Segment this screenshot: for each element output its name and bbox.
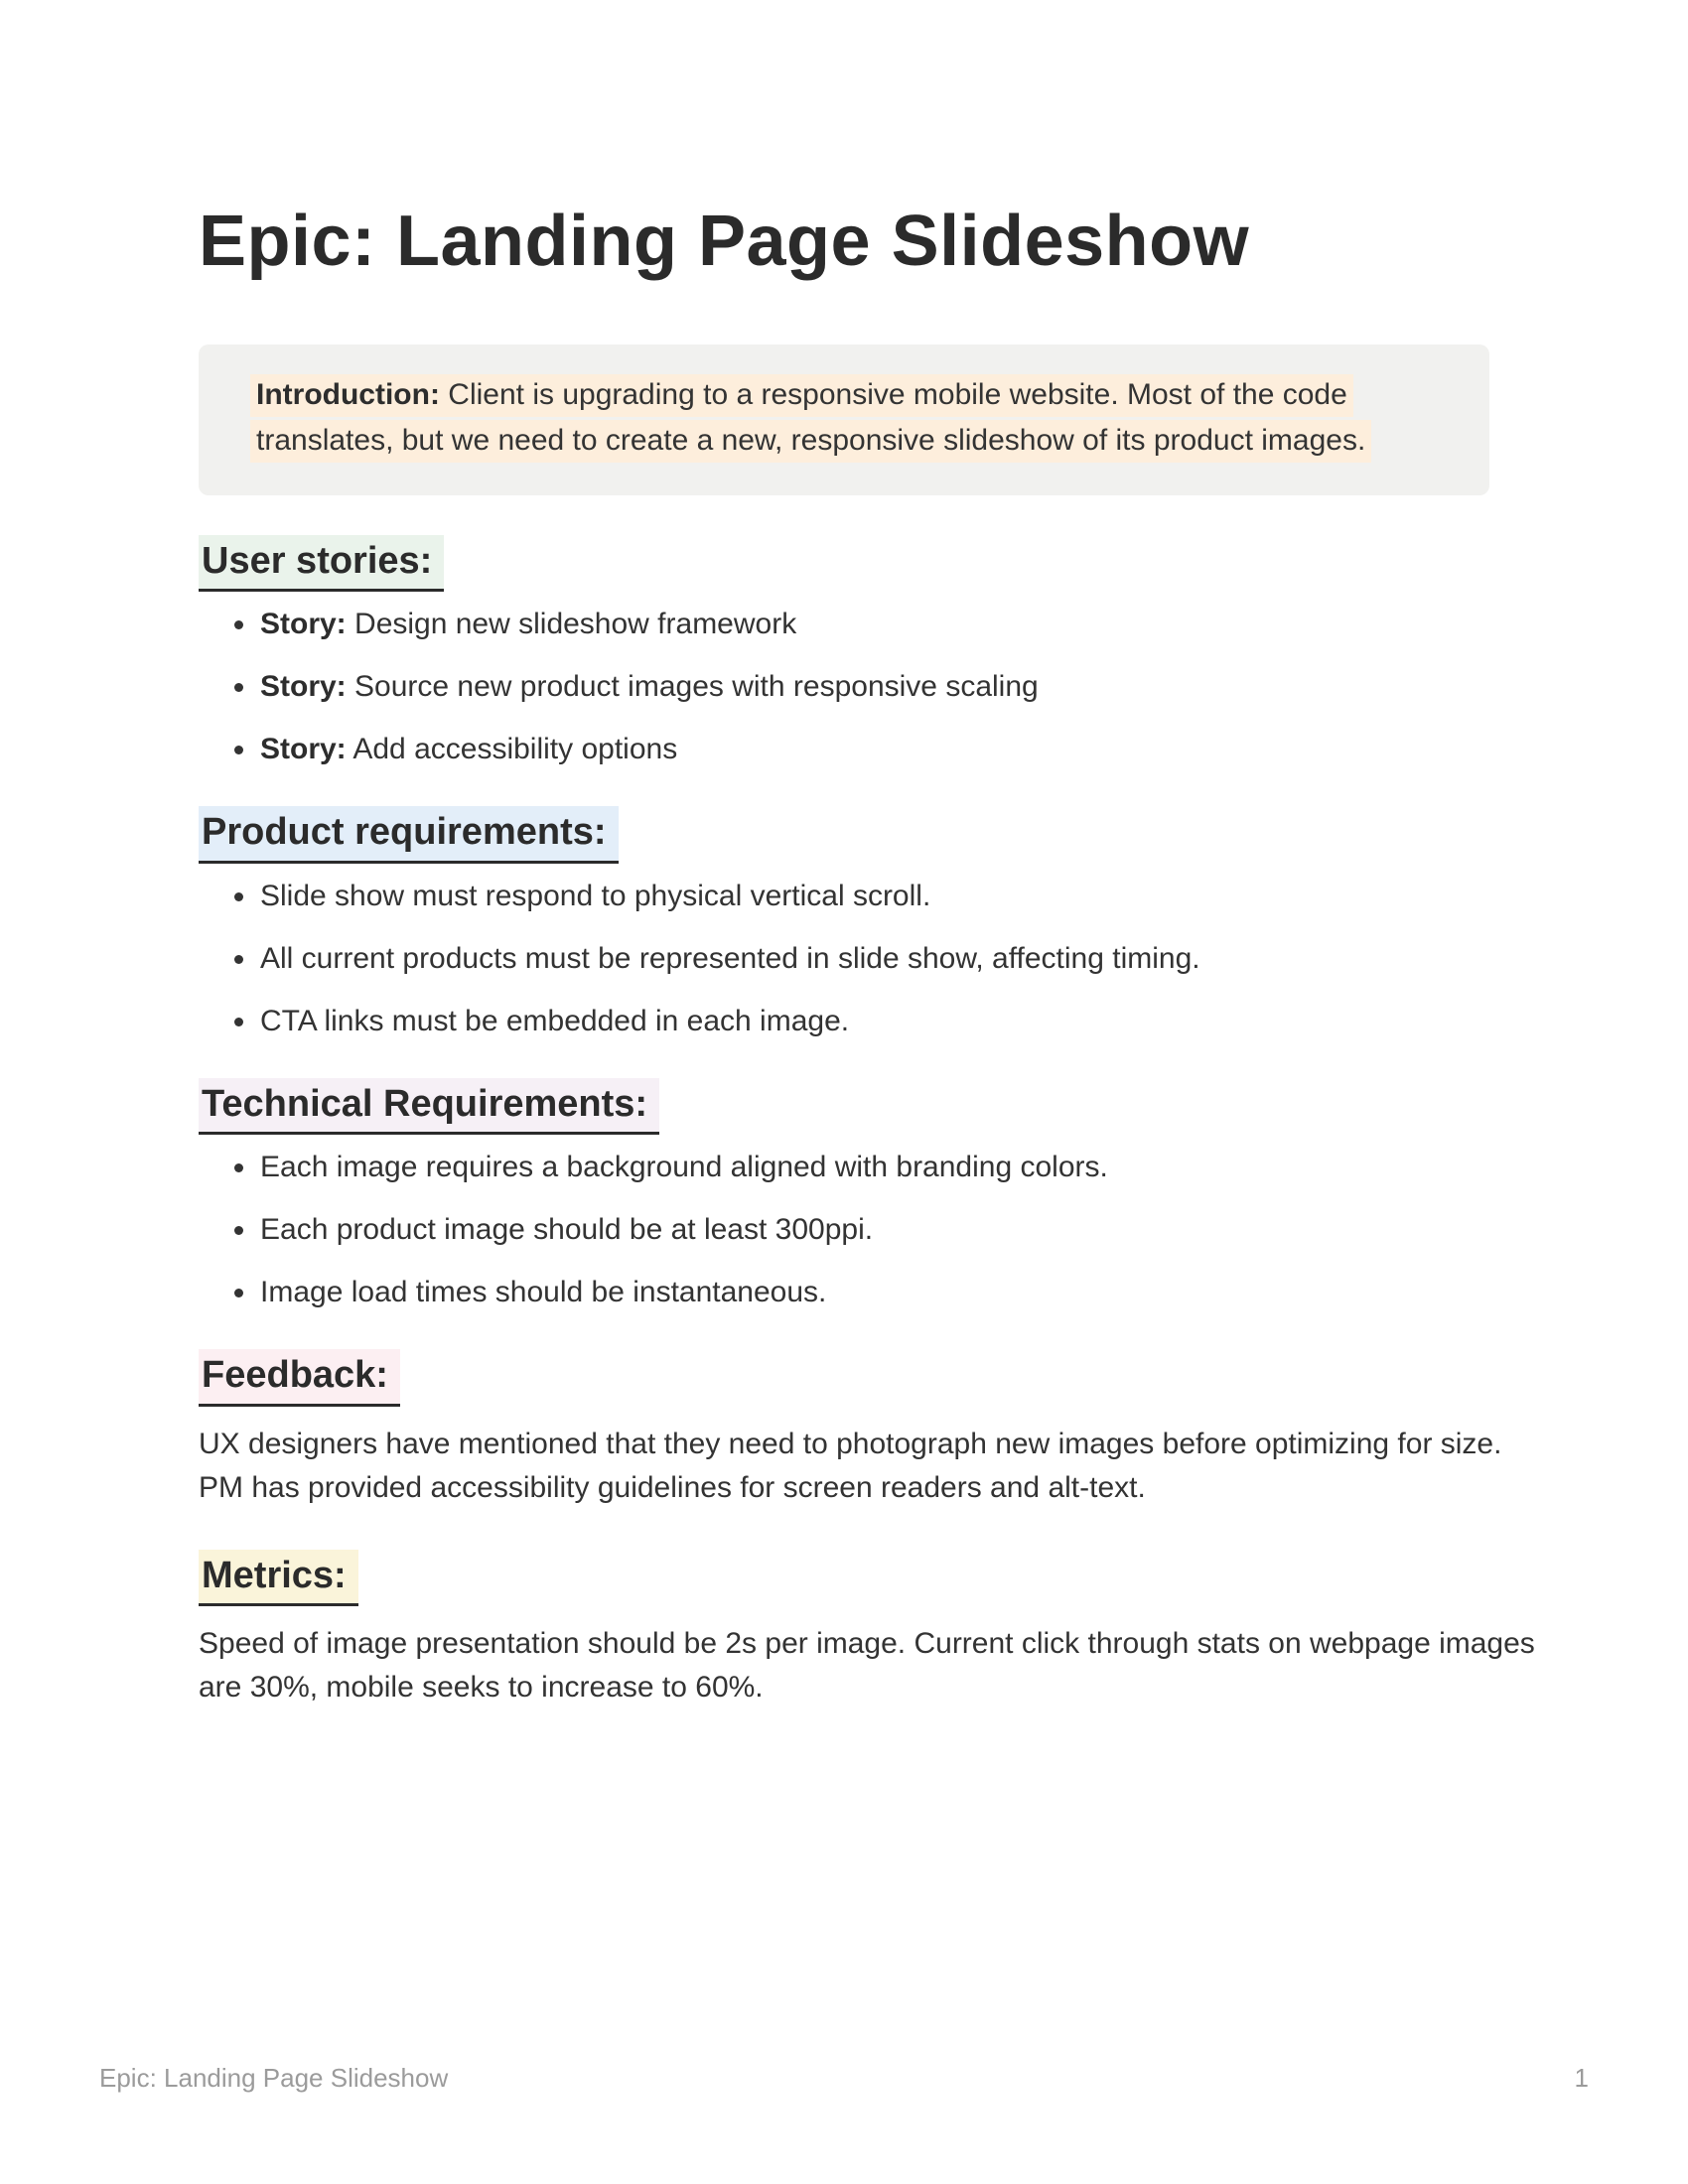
- bullet-item: [258, 733, 1549, 766]
- bullet-item: [258, 670, 1549, 704]
- bullet-text: All current products must be represented in slide show, affecting timing.: [260, 941, 1200, 975]
- section-heading: [199, 535, 1549, 593]
- footer-document-title: Epic: Landing Page Slideshow: [99, 2063, 449, 2093]
- section-heading-text: Product requirements:: [199, 806, 619, 864]
- bullet-text: Add accessibility options: [346, 733, 678, 766]
- section-bullet-list: [199, 608, 1549, 766]
- introduction-label: Introduction:: [256, 377, 440, 411]
- section-heading-text: Technical Requirements:: [199, 1078, 659, 1136]
- document-section: [199, 1349, 1549, 1510]
- section-heading-text: Metrics:: [199, 1550, 358, 1607]
- bullet-label: Story:: [260, 733, 347, 766]
- section-bullet-list: [199, 1151, 1549, 1309]
- bullet-item: [258, 942, 1549, 976]
- bullet-item: [258, 880, 1549, 913]
- section-heading-text: User stories:: [199, 535, 444, 593]
- bullet-text: Each product image should be at least 300ppi.: [260, 1213, 874, 1247]
- section-heading-text: Feedback:: [199, 1349, 400, 1407]
- introduction-line-2: [250, 418, 1410, 464]
- page-footer: [99, 2063, 1589, 2094]
- bullet-text: CTA links must be embedded in each image.: [260, 1004, 850, 1037]
- document-section: [199, 1078, 1549, 1310]
- bullet-item: [258, 1213, 1549, 1247]
- introduction-text: Client is upgrading to a responsive mobile website. Most of the code: [439, 377, 1347, 411]
- bullet-text: Image load times should be instantaneous.: [260, 1276, 827, 1309]
- introduction-callout: [199, 344, 1489, 495]
- footer-page-number: 1: [1574, 2063, 1589, 2093]
- section-paragraph: UX designers have mentioned that they need to photograph new images before optimizing for size. PM has provided accessibility guidelines for screen readers and alt-text.: [199, 1427, 1502, 1504]
- bullet-item: [258, 608, 1549, 641]
- bullet-text: Source new product images with responsive scaling: [346, 670, 1039, 704]
- bullet-label: Story:: [260, 670, 347, 704]
- bullet-item: [258, 1151, 1549, 1184]
- sections-container: [199, 535, 1549, 1710]
- section-paragraph: Speed of image presentation should be 2s per image. Current click through stats on webpage images are 30%, mobile seeks to increase to 60%.: [199, 1627, 1535, 1705]
- bullet-item: [258, 1276, 1549, 1309]
- introduction-highlight: [250, 374, 1353, 417]
- section-bullet-list: [199, 880, 1549, 1038]
- introduction-line-1: [250, 372, 1410, 418]
- bullet-text: Slide show must respond to physical vertical scroll.: [260, 879, 931, 912]
- bullet-text: Design new slideshow framework: [346, 608, 797, 641]
- section-heading: [199, 1078, 1549, 1136]
- bullet-label: Story:: [260, 608, 347, 641]
- bullet-item: [258, 1005, 1549, 1038]
- document-section: [199, 535, 1549, 767]
- section-heading: [199, 1349, 1549, 1407]
- section-heading: [199, 806, 1549, 864]
- document-section: [199, 1550, 1549, 1710]
- section-heading: [199, 1550, 1549, 1607]
- introduction-highlight: translates, but we need to create a new, responsive slideshow of its product images.: [250, 420, 1371, 463]
- page-title: Epic: Landing Page Slideshow: [199, 202, 1250, 281]
- document-section: [199, 806, 1549, 1038]
- bullet-text: Each image requires a background aligned with branding colors.: [260, 1151, 1108, 1184]
